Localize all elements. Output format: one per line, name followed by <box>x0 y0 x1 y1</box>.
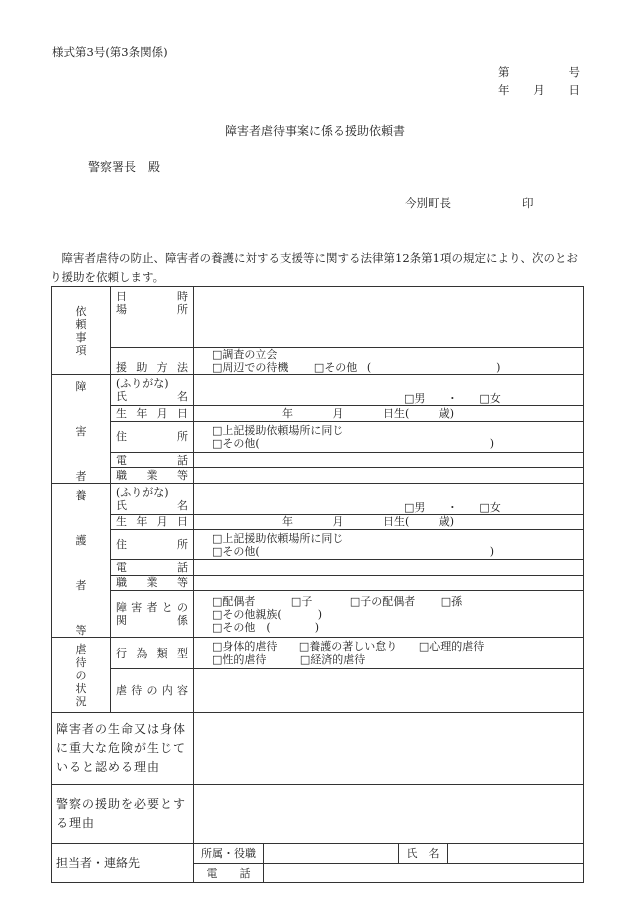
checkbox-survey[interactable] <box>212 348 222 361</box>
abuse-content-label: 虐 待 の 内 容 <box>111 669 194 713</box>
sender-name: 今別町長 <box>405 196 451 210</box>
guardian-birth-label: 生 年 月 日 <box>111 514 194 529</box>
checkbox-physical-abuse[interactable] <box>212 640 222 653</box>
abuse-type-row <box>52 638 584 669</box>
victim-job-field[interactable] <box>194 468 584 484</box>
guardian-group-label: 養 護 者 等 <box>52 484 111 638</box>
guardian-phone-field[interactable] <box>194 560 584 575</box>
checkbox-guardian-same-address[interactable] <box>212 532 222 545</box>
contact-phone-label: 電 話 <box>194 864 264 883</box>
checkbox-rel-child[interactable] <box>291 595 301 608</box>
form-number: 様式第3号(第3条関係) <box>52 45 168 59</box>
victim-birth-field[interactable]: 年 月 日生( 歳) <box>194 406 584 422</box>
method-options: □ 調査の立会 □ 周辺での待機 □ その他 ( ) <box>194 348 584 375</box>
contact-name-field[interactable] <box>448 844 583 863</box>
guardian-birth-field[interactable]: 年 月 日生( 歳) <box>194 514 584 529</box>
abuse-type-label: 行 為 類 型 <box>111 638 194 669</box>
victim-phone-field[interactable] <box>194 452 584 468</box>
victim-job-row <box>52 468 584 484</box>
danger-reason-row <box>52 713 584 785</box>
guardian-relation-row <box>52 591 584 638</box>
victim-birth-row <box>52 406 584 422</box>
victim-name-label: (ふりがな) 氏 名 <box>111 375 194 406</box>
checkbox-guardian-female[interactable] <box>479 501 489 514</box>
guardian-job-label: 職 業 等 <box>111 575 194 590</box>
guardian-job-field[interactable] <box>194 575 584 590</box>
abuse-content-field[interactable] <box>194 669 584 713</box>
request-datetime-place-row <box>52 287 584 348</box>
checkbox-neglect[interactable] <box>299 640 309 653</box>
checkbox-rel-other[interactable] <box>212 621 222 634</box>
checkbox-method-other[interactable] <box>314 361 324 374</box>
guardian-relation-options: □ 配偶者 □ 子 □ 子の配偶者 □ 孫 □ その他親族( ) □ その他 ( ) <box>194 591 584 638</box>
request-group-label: 依 頼 事 項 <box>52 287 111 375</box>
checkbox-guardian-other-address[interactable] <box>212 545 222 558</box>
datetime-label: 日 時 <box>116 290 188 303</box>
affiliation-field[interactable] <box>264 844 399 863</box>
guardian-birth-row <box>52 514 584 529</box>
guardian-name-field[interactable]: □ 男 ・ □ 女 <box>194 484 584 515</box>
victim-job-label: 職 業 等 <box>111 468 194 484</box>
guardian-address-row <box>52 529 584 560</box>
checkbox-rel-other-relative[interactable] <box>212 608 222 621</box>
request-datetime-place-field[interactable] <box>194 287 584 348</box>
victim-name-field[interactable]: □ 男 ・ □ 女 <box>194 375 584 406</box>
document-date: 年 月 日 <box>498 83 580 97</box>
contact-label: 担当者・連絡先 <box>52 844 194 883</box>
method-label: 援 助 方 法 <box>111 348 194 375</box>
victim-address-options: □ 上記援助依頼場所に同じ □ その他( ) <box>194 421 584 452</box>
danger-reason-label: 障害者の生命又は身体に重大な危険が生じていると認める理由 <box>52 713 194 785</box>
checkbox-victim-same-address[interactable] <box>212 424 222 437</box>
affiliation-label: 所属・役職 <box>194 844 264 864</box>
abuse-type-options: □ 身体的虐待 □ 養護の著しい怠り □ 心理的虐待 □ 性的虐待 □ 経済的虐待 <box>194 638 584 669</box>
guardian-name-row <box>52 484 584 515</box>
contact-name-cells <box>264 844 584 864</box>
checkbox-rel-spouse[interactable] <box>212 595 222 608</box>
victim-address-label: 住 所 <box>111 421 194 452</box>
victim-address-row <box>52 421 584 452</box>
checkbox-rel-child-spouse[interactable] <box>350 595 360 608</box>
guardian-address-label: 住 所 <box>111 529 194 560</box>
request-field-labels <box>111 287 194 348</box>
guardian-phone-label: 電 話 <box>111 560 194 575</box>
request-method-row <box>52 348 584 375</box>
checkbox-psychological-abuse[interactable] <box>419 640 429 653</box>
intro-text: 障害者虐待の防止、障害者の養護に対する支援等に関する法律第12条第1項の規定により、次のとおり援助を依頼します。 <box>50 251 578 284</box>
guardian-address-options: □ 上記援助依頼場所に同じ □ その他( ) <box>194 529 584 560</box>
checkbox-victim-other-address[interactable] <box>212 437 222 450</box>
guardian-job-row <box>52 575 584 590</box>
danger-reason-field[interactable] <box>194 713 584 785</box>
page-title: 障害者虐待事案に係る援助依頼書 <box>224 124 405 138</box>
seal-mark: 印 <box>522 196 534 210</box>
checkbox-victim-male[interactable] <box>404 392 414 405</box>
request-form-table <box>51 286 584 883</box>
victim-name-row <box>52 375 584 406</box>
addressee: 警察署長 殿 <box>88 160 161 174</box>
place-label: 場 所 <box>116 303 188 316</box>
checkbox-sexual-abuse[interactable] <box>212 653 222 666</box>
victim-phone-label: 電 話 <box>111 452 194 468</box>
contact-row-1 <box>52 844 584 864</box>
victim-phone-row <box>52 452 584 468</box>
police-reason-field[interactable] <box>194 785 584 844</box>
contact-name-label: 氏 名 <box>399 844 448 863</box>
police-reason-row <box>52 785 584 844</box>
checkbox-victim-female[interactable] <box>479 392 489 405</box>
police-reason-label: 警察の援助を必要とする理由 <box>52 785 194 844</box>
victim-birth-label: 生 年 月 日 <box>111 406 194 422</box>
checkbox-rel-grandchild[interactable] <box>441 595 451 608</box>
victim-group-label: 障 害 者 <box>52 375 111 484</box>
document-number: 第 号 <box>498 65 580 79</box>
abuse-content-row <box>52 669 584 713</box>
guardian-relation-label: 障 害 者 と の 関 係 <box>111 591 194 638</box>
abuse-group-label: 虐 待 の 状 況 <box>52 638 111 713</box>
checkbox-economic-abuse[interactable] <box>300 653 310 666</box>
guardian-name-label: (ふりがな) 氏 名 <box>111 484 194 515</box>
checkbox-guardian-male[interactable] <box>404 501 414 514</box>
checkbox-standby[interactable] <box>212 361 222 374</box>
guardian-phone-row <box>52 560 584 575</box>
contact-phone-field[interactable] <box>264 864 584 883</box>
